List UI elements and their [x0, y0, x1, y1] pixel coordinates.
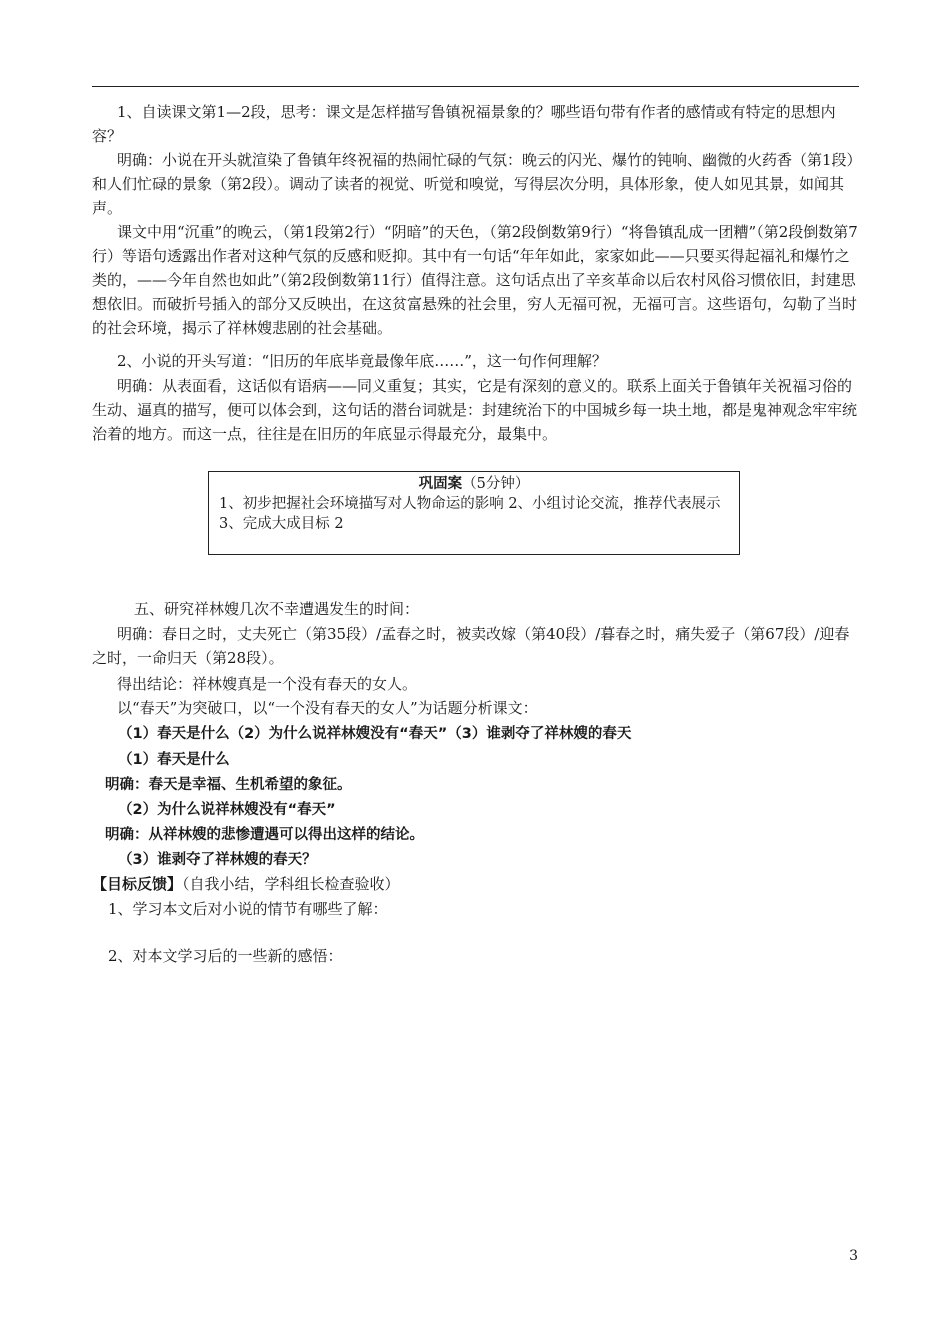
- box-title: [219, 474, 729, 494]
- box-body: 1、初步把握社会环境描写对人物命运的影响 2、小组讨论交流，推荐代表展示 3、完成大成目标 2: [219, 496, 721, 532]
- box-title-time: （5分钟）: [462, 476, 530, 492]
- section-5-topic: 以“春天”为突破口，以“一个没有春天的女人”为话题分析课文：: [117, 699, 538, 717]
- feedback-note: （自我小结，学科组长检查验收）: [182, 875, 400, 893]
- consolidation-box: [208, 471, 740, 555]
- answer-1: 明确：小说在开头就渲染了鲁镇年终祝福的热闹忙碌的气氛：晚云的闪光、爆竹的钝响、幽微的火药香（第1段）和人们忙碌的景象（第2段）。调动了读者的视觉、听觉和嗅觉，写得层次分明，具体形象，使人如见其景，如闻其声。: [92, 151, 855, 217]
- feedback-question-2: 2、对本文学习后的一些新的感悟：: [108, 947, 343, 965]
- page-number: 3: [849, 1248, 858, 1264]
- feedback-heading: [92, 872, 859, 896]
- section-5-answer: 明确：春日之时，丈夫死亡（第35段）/孟春之时，被卖改嫁（第40段）/暮春之时，痛失爱子（第67段）/迎春之时，一命归天（第28段）。: [92, 625, 850, 667]
- question-2: 2、小说的开头写道：“旧历的年底毕竟最像年底……”，这一句作何理解？: [117, 352, 607, 370]
- feedback-label: 【目标反馈】: [92, 875, 183, 893]
- sub-question-3: （3）谁剥夺了祥林嫂的春天？: [118, 852, 317, 868]
- answer-2: 明确：从表面看，这话似有语病——同义重复；其实，它是有深刻的意义的。联系上面关于鲁镇年关祝福习俗的生动、逼真的描写，便可以体会到，这句话的潜台词就是：封建统治下的中国城乡每一块土地，都是鬼神观念牢牢统治着的地方。而这一点，往往是在旧历的年底显示得最充分，最集中。: [92, 377, 858, 443]
- feedback-question-1: 1、学习本文后对小说的情节有哪些了解：: [108, 900, 388, 918]
- answer-1-continued: 课文中用“沉重”的晚云，（第1段第2行）“阴暗”的天色，（第2段倒数第9行）“将鲁镇乱成一团糟”（第2段倒数第7行）等语句透露出作者对这种气氛的反感和贬抑。其中有一句话“年年如此，家家如此——只要买得起福礼和爆竹之类的，——今年自然也如此”（第2段倒数第11行）值得注意。这句话点出了辛亥革命以后农村风俗习惯依旧，封建思想依旧。而破折号插入的部分又反映出，在这贫富悬殊的社会里，穷人无福可祝，无福可言。这些语句，勾勒了当时的社会环境，揭示了祥林嫂悲剧的社会基础。: [92, 223, 858, 337]
- sub-answer-1: 明确：春天是幸福、生机希望的象征。: [105, 777, 352, 793]
- sub-question-1: （1）春天是什么: [118, 752, 230, 768]
- section-5-conclusion: 得出结论：祥林嫂真是一个没有春天的女人。: [117, 675, 418, 693]
- sub-question-2: （2）为什么说祥林嫂没有“春天”: [118, 802, 336, 818]
- question-1: 1、自读课文第1—2段，思考：课文是怎样描写鲁镇祝福景象的？哪些语句带有作者的感情或有特定的思想内容？: [92, 103, 836, 145]
- sub-questions: （1）春天是什么（2）为什么说祥林嫂没有“春天”（3）谁剥夺了祥林嫂的春天: [118, 726, 632, 742]
- section-5-heading: 五、研究祥林嫂几次不幸遭遇发生的时间：: [134, 600, 420, 618]
- header-rule: [92, 86, 859, 87]
- sub-answer-2: 明确：从祥林嫂的悲惨遭遇可以得出这样的结论。: [105, 827, 424, 843]
- box-title-main: 巩固案: [418, 476, 463, 492]
